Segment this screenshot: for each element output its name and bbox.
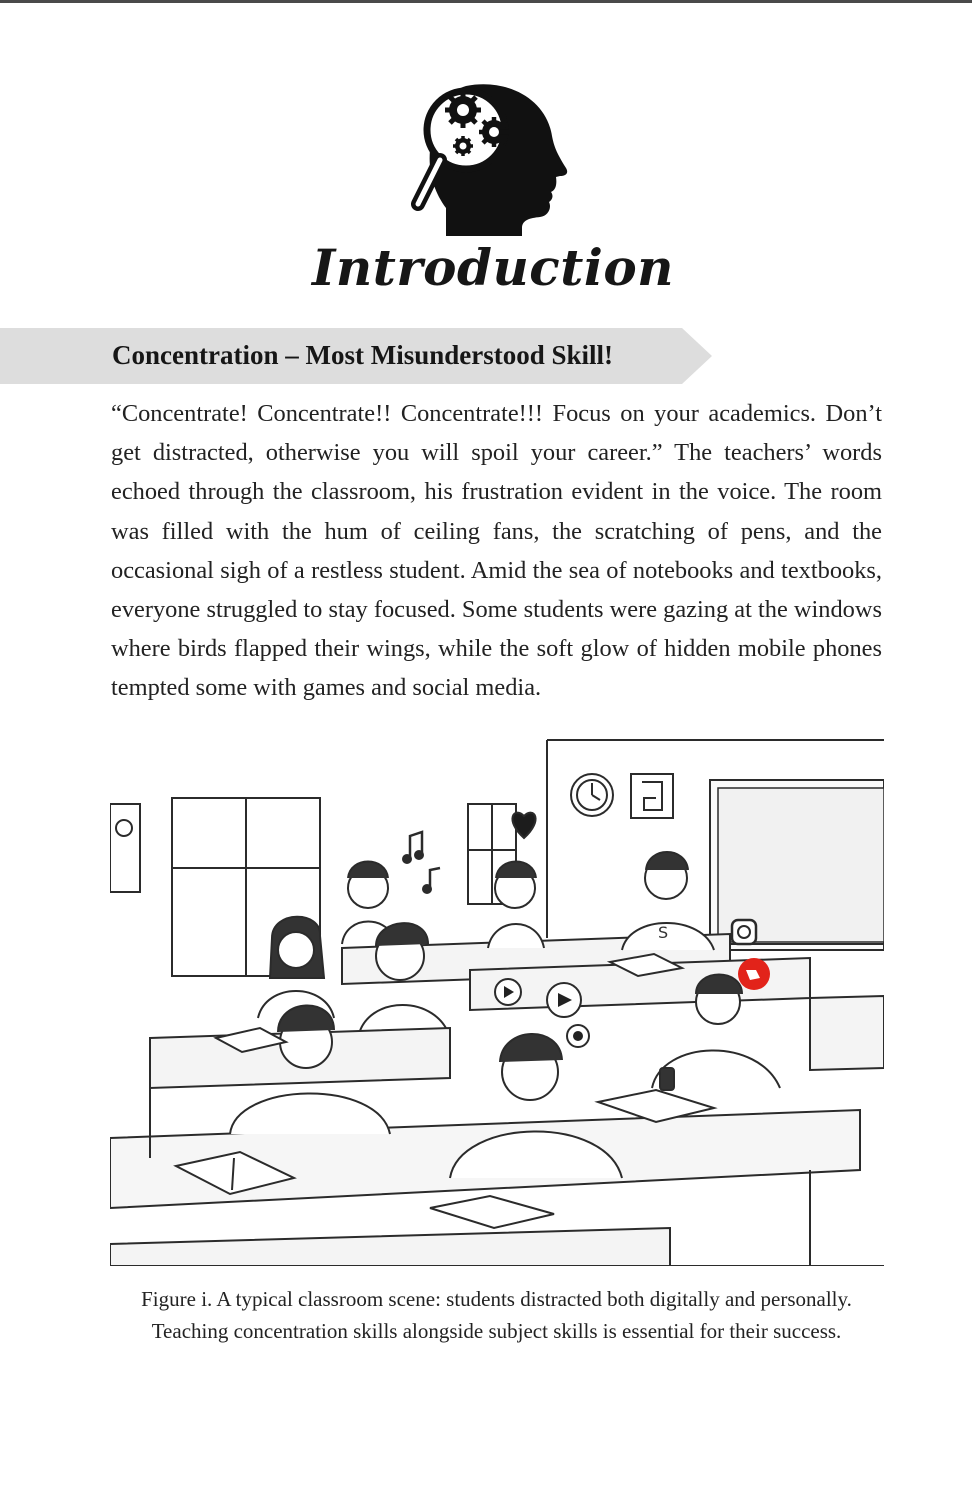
body-paragraph: “Concentrate! Concentrate!! Concentrate!!! Focus on your academics. Don’t get distracted, otherwise you will spoil your career.” The teachers’ words echoed through the classroom, his frustration evident in the voice. The room was filled with the hum of ceiling fans, the scratching of pens, and the occasional sigh of a restless student. Amid the sea of notebooks and textbooks, everyone struggled to stay focused. Some students were gazing at the windows where birds flapped their wings, while the soft glow of hidden mobile phones tempted some with games and social media.: [111, 400, 882, 702]
top-border: [0, 0, 972, 3]
figure-caption: Figure i. A typical classroom scene: students distracted both digitally and personally. Teaching concentration skills alongside subject skills is essential for their success.: [141, 1287, 852, 1343]
classroom-illustration: [110, 738, 884, 1266]
section-heading-banner: [0, 328, 712, 384]
chapter-title: Introduction: [311, 238, 675, 297]
head-gears-logo-icon: [406, 80, 576, 236]
svg-text:S: S: [658, 923, 669, 942]
section-heading: Concentration – Most Misunderstood Skill!: [112, 340, 614, 370]
